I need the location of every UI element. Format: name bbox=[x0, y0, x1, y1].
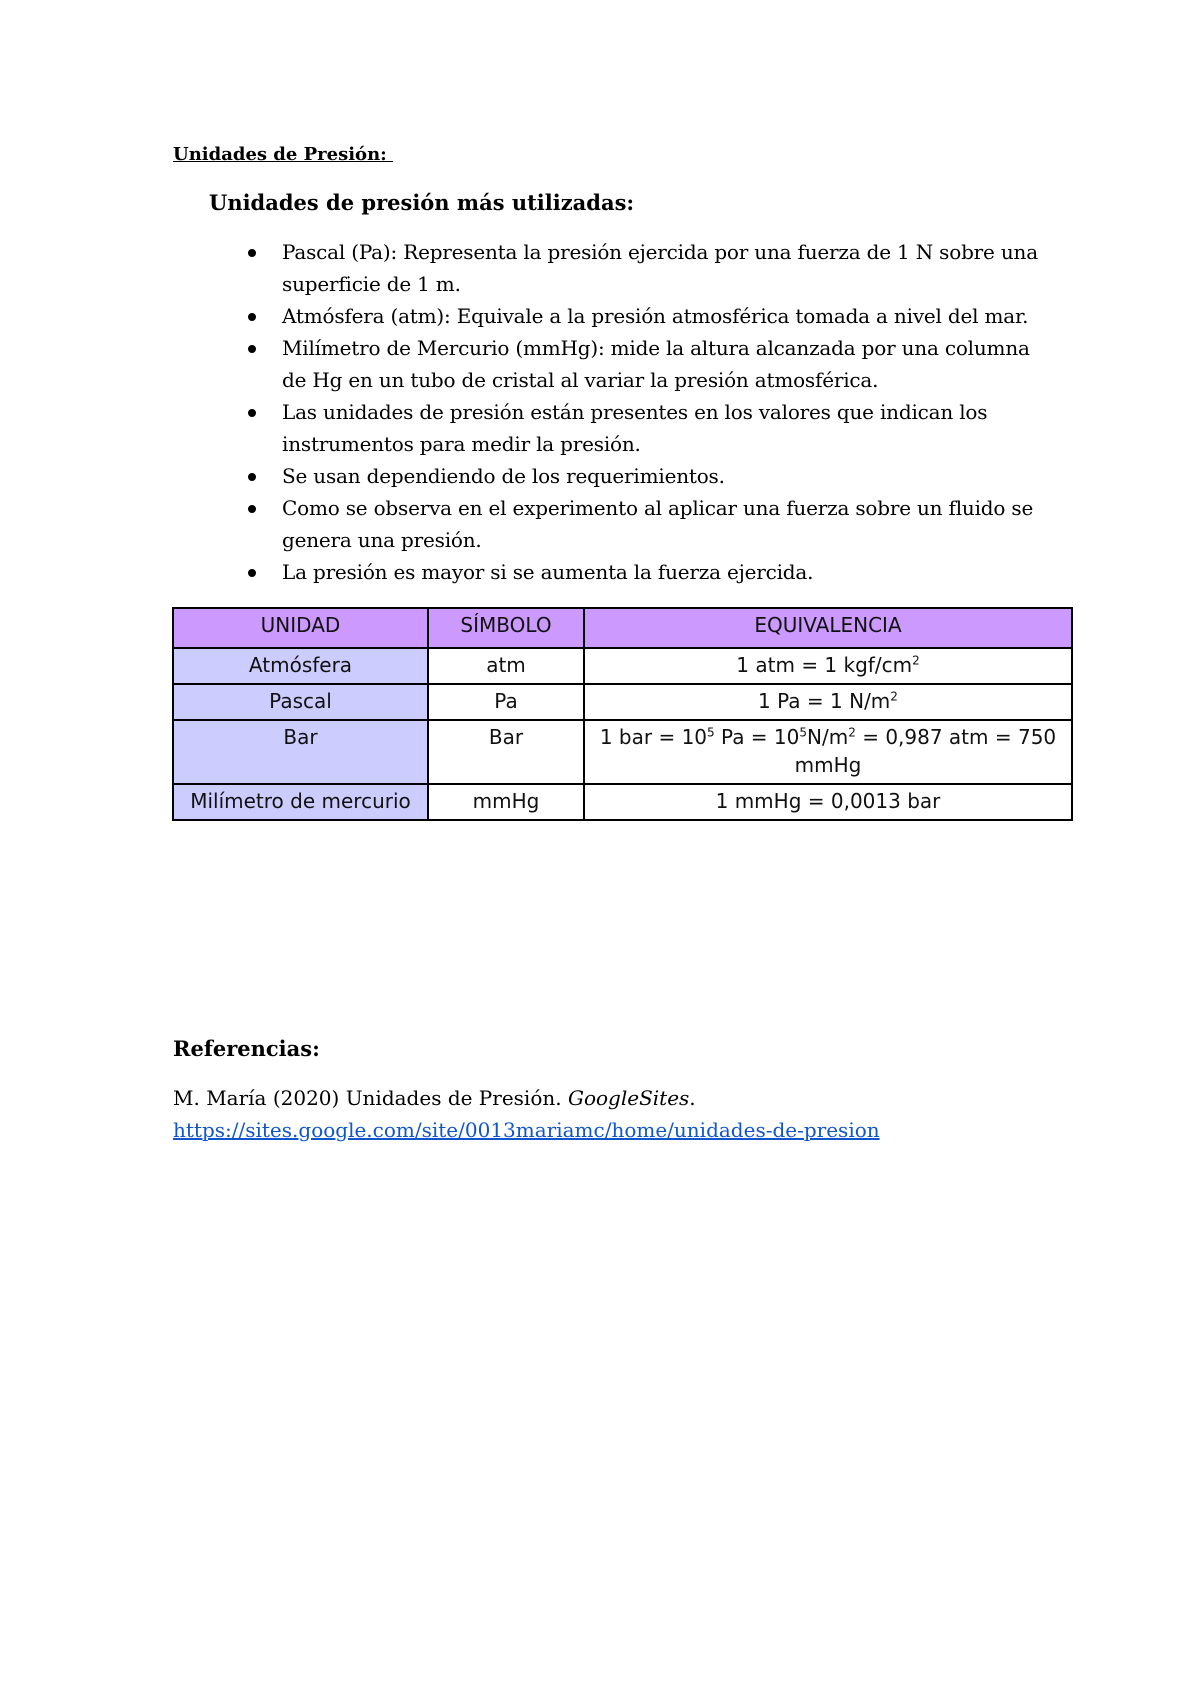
table-row bbox=[173, 720, 1072, 784]
bullet-text: Las unidades de presión están presentes en los valores que indican los instrumentos para medir la presión. bbox=[282, 400, 988, 456]
bullet-text: Atmósfera (atm): Equivale a la presión atmosférica tomada a nivel del mar. bbox=[282, 304, 1029, 328]
bullet-text: Pascal (Pa): Representa la presión ejercida por una fuerza de 1 N sobre una superficie de 1 m. bbox=[282, 240, 1038, 296]
bullet-icon bbox=[248, 473, 256, 481]
header-equivalencia: EQUIVALENCIA bbox=[584, 608, 1072, 648]
table-row bbox=[173, 648, 1072, 684]
pressure-units-table bbox=[172, 607, 1073, 821]
cell-equivalencia: 1 Pa = 1 $N/m^2$ bbox=[584, 684, 1072, 720]
cell-simbolo: Pa bbox=[428, 684, 584, 720]
cell-simbolo: mmHg bbox=[428, 784, 584, 820]
bullet-item bbox=[248, 556, 1038, 588]
bullet-icon bbox=[248, 313, 256, 321]
bullet-item bbox=[248, 460, 1038, 492]
cell-equivalencia: 1 bar = $10^5$ $Pa = 10^5N/m^2 = 0,987$ atm = 750 mmHg bbox=[584, 720, 1072, 784]
bullet-icon bbox=[248, 409, 256, 417]
references-heading: Referencias: bbox=[173, 1036, 320, 1061]
table-row bbox=[173, 684, 1072, 720]
citation-end: . bbox=[689, 1086, 696, 1110]
bullet-icon bbox=[248, 249, 256, 257]
cell-equivalencia: 1 atm = 1 kgf/$cm^2$ bbox=[584, 648, 1072, 684]
bullet-list bbox=[248, 236, 1038, 588]
cell-simbolo: atm bbox=[428, 648, 584, 684]
cell-simbolo: Bar bbox=[428, 720, 584, 784]
cell-unidad: Pascal bbox=[173, 684, 428, 720]
header-unidad: UNIDAD bbox=[173, 608, 428, 648]
bullet-item bbox=[248, 492, 1038, 556]
bullet-text: Como se observa en el experimento al aplicar una fuerza sobre un fluido se genera una presión. bbox=[282, 496, 1034, 552]
cell-unidad: Milímetro de mercurio bbox=[173, 784, 428, 820]
bullet-icon bbox=[248, 505, 256, 513]
bullet-item bbox=[248, 300, 1038, 332]
cell-equivalencia: 1 mmHg = 0,0013 bar bbox=[584, 784, 1072, 820]
citation-text: M. María (2020) Unidades de Presión. bbox=[173, 1086, 568, 1110]
citation-source: GoogleSites bbox=[567, 1086, 690, 1110]
header-simbolo: SÍMBOLO bbox=[428, 608, 584, 648]
table-header-row bbox=[173, 608, 1072, 648]
section-heading: Unidades de presión más utilizadas: bbox=[209, 190, 635, 215]
bullet-icon bbox=[248, 345, 256, 353]
bullet-item bbox=[248, 396, 1038, 460]
page-heading: Unidades de Presión: bbox=[173, 144, 394, 165]
bullet-item bbox=[248, 236, 1038, 300]
bullet-text: Milímetro de Mercurio (mmHg): mide la altura alcanzada por una columna de Hg en un tubo de cristal al variar la presión atmosférica. bbox=[282, 336, 1030, 392]
cell-unidad: Bar bbox=[173, 720, 428, 784]
bullet-text: La presión es mayor si se aumenta la fuerza ejercida. bbox=[282, 560, 814, 584]
reference-citation bbox=[173, 1082, 696, 1114]
bullet-item bbox=[248, 332, 1038, 396]
cell-unidad: Atmósfera bbox=[173, 648, 428, 684]
reference-link[interactable]: https://sites.google.com/site/0013mariamc/home/unidades-de-presion bbox=[173, 1118, 880, 1142]
table-row bbox=[173, 784, 1072, 820]
bullet-text: Se usan dependiendo de los requerimientos. bbox=[282, 464, 725, 488]
bullet-icon bbox=[248, 569, 256, 577]
